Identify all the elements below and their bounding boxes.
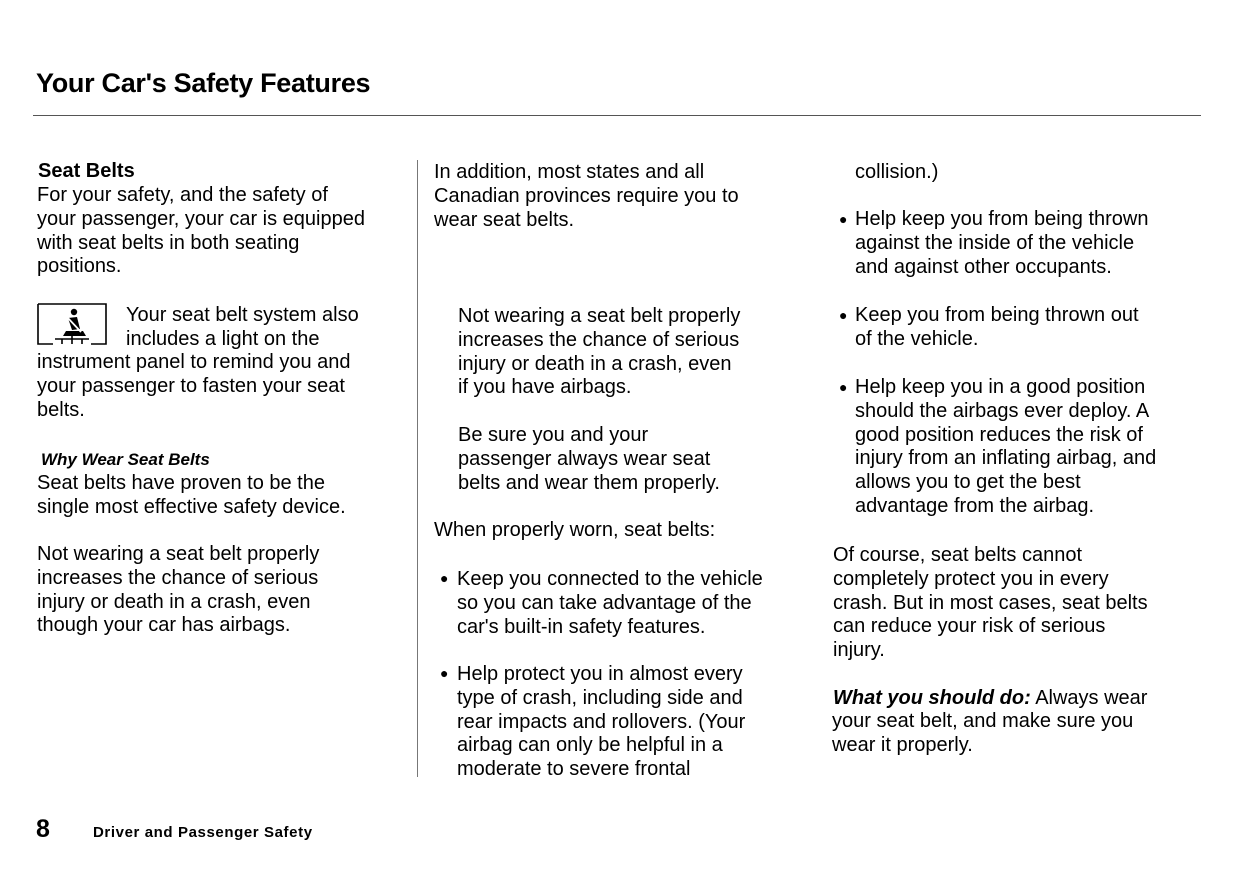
why-wear-text: Seat belts have proven to be the single most effective safety device.: [37, 472, 346, 518]
reminder-text: instrument panel to remind you and your passenger to fasten your seat belts.: [37, 351, 351, 421]
what-to-do-paragraph: [833, 687, 1147, 711]
seat-belts-heading: Seat Belts: [38, 160, 135, 182]
title-divider: [33, 115, 1201, 116]
seat-belt-reminder-icon: [37, 303, 107, 345]
what-to-do-text: Always wear: [1030, 687, 1148, 709]
section-name: Driver and Passenger Safety: [93, 824, 313, 841]
page-number: 8: [36, 815, 50, 843]
why-wear-subheading: Why Wear Seat Belts: [41, 450, 210, 469]
what-to-do-text-continued: your seat belt, and make sure you wear it properly.: [832, 710, 1134, 756]
bullet-marker: ●: [839, 379, 848, 395]
wear-properly-advice: Be sure you and your passenger always wear seat belts and wear them properly.: [458, 424, 720, 494]
bullet-marker: ●: [839, 211, 848, 227]
bullet-marker: ●: [440, 665, 449, 681]
benefit-continuation: collision.): [855, 161, 939, 183]
benefit-item: Keep you connected to the vehicle so you can take advantage of the car's built-in safety features.: [457, 568, 763, 638]
seat-belt-warning-text: Not wearing a seat belt properly increases the chance of serious injury or death in a crash, even if you have airbags.: [458, 305, 741, 399]
bullet-marker: ●: [440, 570, 449, 586]
column-divider: [417, 160, 418, 777]
bullet-marker: ●: [839, 307, 848, 323]
benefit-item: Help protect you in almost every type of crash, including side and rear impacts and rollovers. (Your airbag can only be helpful in a moderate to severe frontal: [457, 663, 746, 781]
what-to-do-label: What you should do:: [833, 687, 1031, 709]
benefit-item: Keep you from being thrown out of the vehicle.: [855, 304, 1139, 350]
airbag-warning-text: Not wearing a seat belt properly increases the chance of serious injury or death in a crash, even though your car has airbags.: [37, 543, 320, 637]
reminder-text-wrapped: Your seat belt system also includes a light on the: [126, 304, 359, 350]
seat-belts-intro: For your safety, and the safety of your passenger, your car is equipped with seat belts in both seating positions.: [37, 184, 365, 278]
benefit-item: Help keep you in a good position should the airbags ever deploy. A good position reduces the risk of injury from an inflating airbag, and allows you to get the best advantage from the airbag.: [855, 376, 1157, 517]
benefit-item: Help keep you from being thrown against the inside of the vehicle and against other occupants.: [855, 208, 1149, 278]
benefits-lead-in: When properly worn, seat belts:: [434, 519, 716, 541]
page-title: Your Car's Safety Features: [36, 68, 371, 98]
law-requirement-text: In addition, most states and all Canadian provinces require you to wear seat belts.: [434, 161, 739, 231]
limitations-text: Of course, seat belts cannot completely protect you in every crash. But in most cases, seat belts can reduce your risk of serious injury.: [833, 544, 1148, 662]
